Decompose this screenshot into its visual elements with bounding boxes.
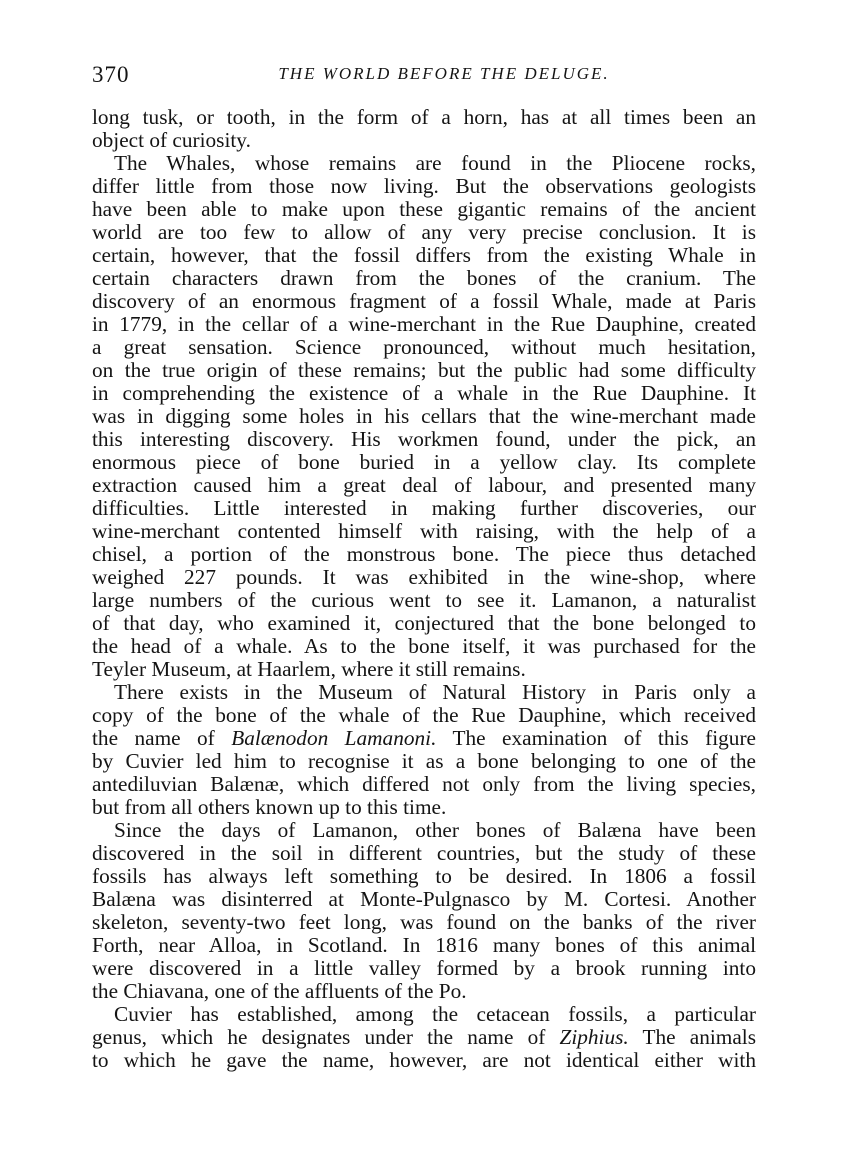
text-line: this interesting discovery. His workmen found, under the pick, an xyxy=(92,427,756,451)
text-line: was in digging some holes in his cellars that the wine-merchant made xyxy=(92,404,756,428)
text-line: the head of a whale. As to the bone itself, it was purchased for the xyxy=(92,634,756,658)
text-line: in comprehending the existence of a whale in the Rue Dauphine. It xyxy=(92,381,756,405)
text-line: Teyler Museum, at Haarlem, where it still remains. xyxy=(92,657,526,681)
text-line: differ little from those now living. But the observations geologists xyxy=(92,174,756,198)
text-line: of that day, who examined it, conjectured that the bone belonged to xyxy=(92,611,756,635)
page-number: 370 xyxy=(92,62,130,87)
text-span: The animals xyxy=(628,1025,756,1049)
text-line: Since the days of Lamanon, other bones of Balæna have been xyxy=(114,818,756,842)
text-line: fossils has always left something to be desired. In 1806 a fossil xyxy=(92,864,756,888)
text-line: difficulties. Little interested in making further discoveries, our xyxy=(92,496,756,520)
text-line xyxy=(92,1026,756,1049)
text-line: weighed 227 pounds. It was exhibited in the wine-shop, where xyxy=(92,565,756,589)
page-header xyxy=(92,62,756,88)
text-line: chisel, a portion of the monstrous bone. The piece thus detached xyxy=(92,542,756,566)
text-line: on the true origin of these remains; but the public had some difficulty xyxy=(92,358,756,382)
text-line: Balæna was disinterred at Monte-Pulgnasco by M. Cortesi. Another xyxy=(92,887,756,911)
text-line: wine-merchant contented himself with raising, with the help of a xyxy=(92,519,756,543)
text-line: Cuvier has established, among the cetacean fossils, a particular xyxy=(114,1002,756,1026)
italic-span: Balænodon Lamanoni. xyxy=(231,726,437,750)
text-line: but from all others known up to this time. xyxy=(92,795,447,819)
text-line: object of curiosity. xyxy=(92,128,251,152)
text-line: certain, however, that the fossil differs from the existing Whale in xyxy=(92,243,756,267)
text-line xyxy=(92,727,756,750)
text-line: copy of the bone of the whale of the Rue Dauphine, which received xyxy=(92,703,756,727)
text-line: large numbers of the curious went to see it. Lamanon, a naturalist xyxy=(92,588,756,612)
text-line: The Whales, whose remains are found in the Pliocene rocks, xyxy=(114,151,756,175)
running-title: THE WORLD BEFORE THE DELUGE. xyxy=(278,64,610,83)
text-line: by Cuvier led him to recognise it as a bone belonging to one of the xyxy=(92,749,756,773)
text-line: to which he gave the name, however, are not identical either with xyxy=(92,1048,756,1072)
text-line: a great sensation. Science pronounced, without much hesitation, xyxy=(92,335,756,359)
text-line: world are too few to allow of any very precise conclusion. It is xyxy=(92,220,756,244)
text-line: long tusk, or tooth, in the form of a horn, has at all times been an xyxy=(92,105,756,129)
text-line: discovery of an enormous fragment of a fossil Whale, made at Paris xyxy=(92,289,756,313)
text-span: The examination of this figure xyxy=(436,726,756,750)
text-line: discovered in the soil in different countries, but the study of these xyxy=(92,841,756,865)
body-text xyxy=(92,106,756,1072)
text-line: There exists in the Museum of Natural History in Paris only a xyxy=(114,680,756,704)
text-line: antediluvian Balænæ, which differed not only from the living species, xyxy=(92,772,756,796)
text-line: enormous piece of bone buried in a yellow clay. Its complete xyxy=(92,450,756,474)
text-line: in 1779, in the cellar of a wine-merchant in the Rue Dauphine, created xyxy=(92,312,756,336)
text-span: genus, which he designates under the name of xyxy=(92,1025,560,1049)
text-line: have been able to make upon these gigantic remains of the ancient xyxy=(92,197,756,221)
text-line: certain characters drawn from the bones of the cranium. The xyxy=(92,266,756,290)
italic-span: Ziphius. xyxy=(559,1025,629,1049)
text-span: the name of xyxy=(92,726,232,750)
text-line: extraction caused him a great deal of labour, and presented many xyxy=(92,473,756,497)
text-line: were discovered in a little valley formed by a brook running into xyxy=(92,956,756,980)
text-line: the Chiavana, one of the affluents of the Po. xyxy=(92,979,467,1003)
text-line: Forth, near Alloa, in Scotland. In 1816 many bones of this animal xyxy=(92,933,756,957)
text-line: skeleton, seventy-two feet long, was found on the banks of the river xyxy=(92,910,756,934)
